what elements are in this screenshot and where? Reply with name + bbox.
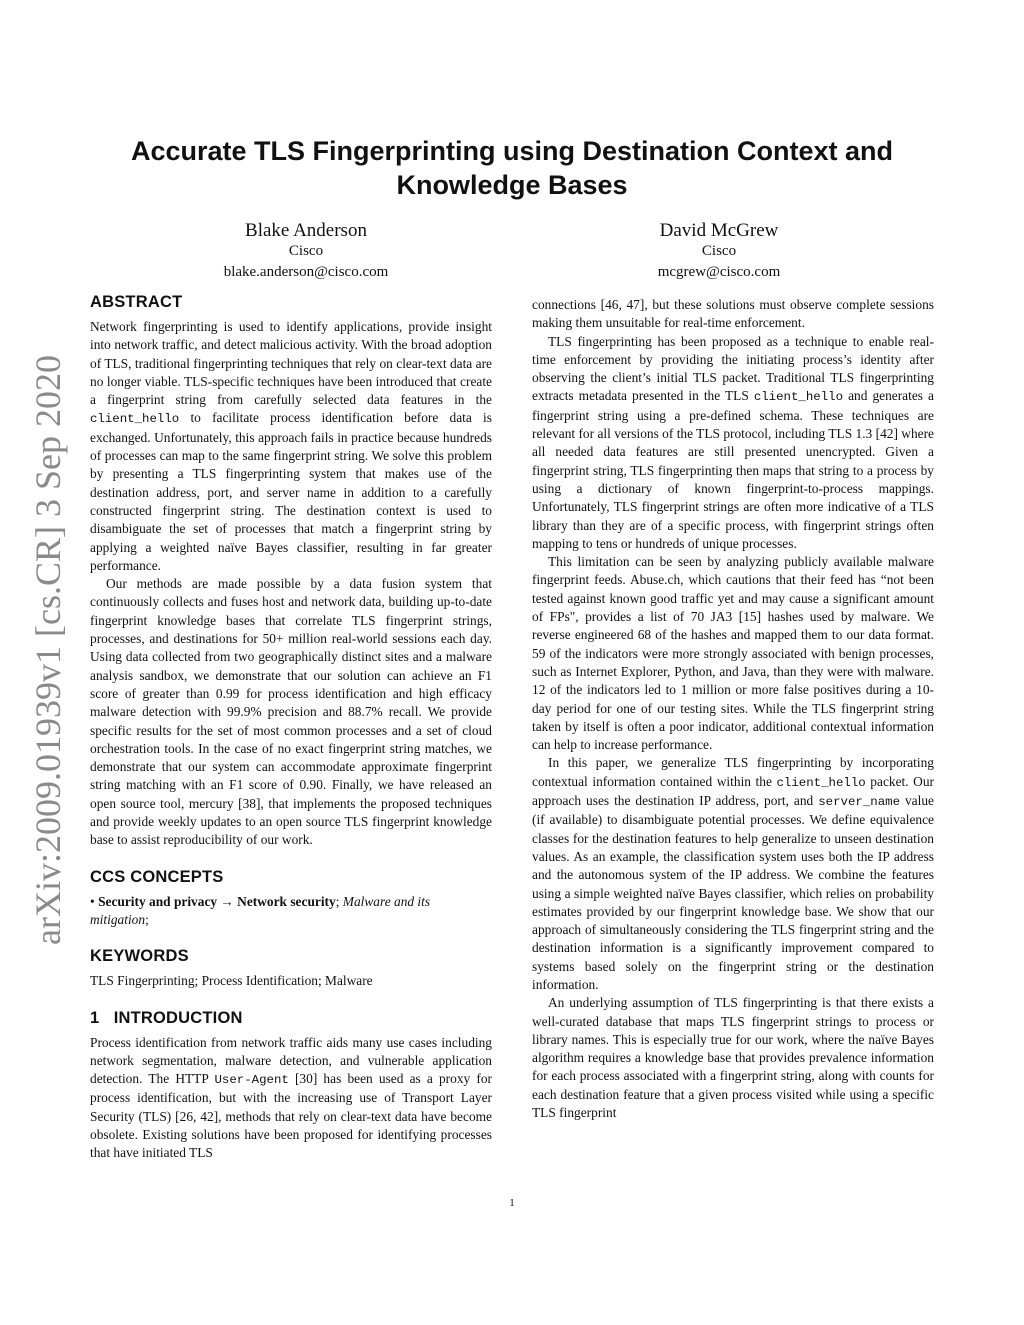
intro-text: [30] has been used as a proxy for process identification, but with the increasing use of Transport Layer Security (TLS) [26, 42], methods that rely on clear-text data have become obsolete. Existing solutions have been proposed for identifying processes that have initiated TLS [90,1071,492,1161]
intro-paragraph-1 [90,1034,492,1163]
abstract-paragraph-1 [90,318,492,575]
arxiv-sidebar-stamp [18,355,78,945]
author-name: David McGrew [659,220,779,241]
code-client-hello: client_hello [776,775,866,790]
ccs-sep: ; [335,893,343,909]
code-client-hello: client_hello [753,390,844,405]
author-email: blake.anderson@cisco.com [223,264,389,280]
ccs-concept-italic: Malware and its mitigation [90,893,431,927]
author-block-2 [569,220,869,283]
code-client-hello: client_hello [90,412,180,427]
intro-text: value (if available) to disambiguate potential processes. We define equivalence classes for the destination features to help generalize to unseen destination values. As an example, the classification system uses both the IP address and the autonomous system of the IP address. We combine the features using a simple weighted naïve Bayes classifier, which relies on probability estimates provided by our fingerprint knowledge base. We show that our approach of simultaneously considering the TLS fingerprint string and the destination information is a significantly improvement compared to systems based solely on the fingerprint string or the destination information. [532,793,934,992]
paper-title: Accurate TLS Fingerprinting using Destination Context and Knowledge Bases [130,136,894,200]
intro-paragraph-continued: connections [46, 47], but these solutions must observe complete sessions making them unsuitable for real-time enforcement. [532,297,934,331]
author-block-1 [156,220,456,283]
keywords-text: TLS Fingerprinting; Process Identification; Malware [90,973,373,989]
author-affiliation: Cisco [288,243,324,259]
right-column [532,296,934,1122]
intro-text: Process identification from network traffic aids many use cases including network segmentation, malware detection, and vulnerable application detection. The HTTP [90,1034,492,1087]
ccs-tail: ; [145,911,149,927]
intro-text: and generates a fingerprint string using a pre-defined schema. These techniques are relevant for all versions of the TLS protocol, including TLS 1.3 [42] where all needed data features are still presented unencrypted. Given a fingerprint string, TLS fingerprinting then maps that string to a process by using a dictionary of known fingerprint-to-process mappings. Unfortunately, TLS fingerprint strings are often more indicative of a TLS library than they are of a specific process, with fingerprint strings often mapping to tens or hundreds of unique processes. [532,388,934,551]
intro-paragraph-2 [532,333,934,554]
intro-paragraph-3: This limitation can be seen by analyzing publicly available malware fingerprint feeds. Abuse.ch, which cautions that their feed has “not been tested against known good traffic yet and may cause a significant amount of FPs", provides a list of 70 JA3 [15] hashes used by malware. We reverse engineered 68 of the hashes and mapped them to our data format. 59 of the indicators were more strongly associated with benign processes, such as Internet Explorer, Python, and Java, than they were with malware. 12 of the indicators led to 1 million or more false positives during a 10-day period for one of our testing sites. While the TLS fingerprint string taken by itself is often a poor indicator, additional contextual information can help to increase performance. [532,554,934,753]
ccs-bullet: • [90,893,95,909]
author-email: mcgrew@cisco.com [657,264,781,280]
ccs-concept-bold: Security and privacy → Network security [98,893,336,909]
code-server-name: server_name [818,795,901,810]
abstract-paragraph-2: Our methods are made possible by a data fusion system that continuously collects and fuses host and network data, building up-to-date fingerprint knowledge bases that correlate TLS fingerprint strings, processes, and destinations for 50+ million real-world sessions each day. Using data collected from two geographically distinct sites and a malware analysis sandbox, we demonstrate that our solution can achieve an F1 score of greater than 0.99 for process identification and high efficacy malware detection with 99.9% precision and 88.7% recall. We provide specific results for the set of most common processes and a set of cloud orchestration tools. In the case of no exact fingerprint string matches, we demonstrate that our system can accommodate approximate fingerprint string matching with an F1 score of 0.90. Finally, we have released an open source tool, mercury [38], that implements the proposed techniques and provide weekly updates to an open source TLS fingerprint knowledge base to assist reproducibility of our work. [90,576,492,848]
intro-text: TLS fingerprinting has been proposed as a technique to enable real-time enforcement by providing the initiating process’s identity after observing the client’s initial TLS packet. Traditional TLS fingerprinting extracts metadata presented in the TLS [532,333,934,404]
author-affiliation: Cisco [701,243,737,259]
ccs-concepts [90,893,492,930]
abstract-text: to facilitate process identification before data is exchanged. Unfortunately, this approach fails in practice because hundreds of processes can map to the same fingerprint string. We solve this problem by presenting a TLS fingerprinting system that makes use of the destination address, port, and server name in addition to a carefully constructed fingerprint string. The destination context is used to disambiguate the set of processes that match a fingerprint string by applying a weighted naïve Bayes classifier, resulting in far greater performance. [90,410,492,573]
intro-paragraph-4 [532,754,934,994]
intro-heading: 1 INTRODUCTION [90,1008,243,1027]
code-user-agent: User-Agent [214,1073,289,1088]
intro-text: packet. Our approach uses the destination IP address, port, and [532,773,934,809]
ccs-heading: CCS CONCEPTS [90,867,224,886]
intro-text: In this paper, we generalize TLS fingerprinting by incorporating contextual information contained within the [532,755,934,789]
keywords-heading: KEYWORDS [90,947,189,966]
author-name: Blake Anderson [245,220,367,241]
intro-paragraph-5: An underlying assumption of TLS fingerprinting is that there exists a well-curated database that maps TLS fingerprint strings to process or library names. This is especially true for our work, where the naïve Bayes algorithm requires a knowledge base that provides prevalence information for each process associated with a fingerprint string, along with counts for each destination feature that a given process visited while using a specific TLS fingerprint [532,995,934,1121]
abstract-heading: ABSTRACT [90,293,183,311]
arxiv-id: arXiv:2009.01939v1 [cs.CR] 3 Sep 2020 [28,355,68,945]
left-column [90,293,492,1163]
abstract-text: Network fingerprinting is used to identify applications, provide insight into network traffic, and detect malicious activity. With the broad adoption of TLS, traditional fingerprinting techniques that rely on clear-text data are no longer viable. TLS-specific techniques have been introduced that create a fingerprint string from carefully selected data features in the [90,319,492,408]
page-number: 1 [509,1197,515,1209]
